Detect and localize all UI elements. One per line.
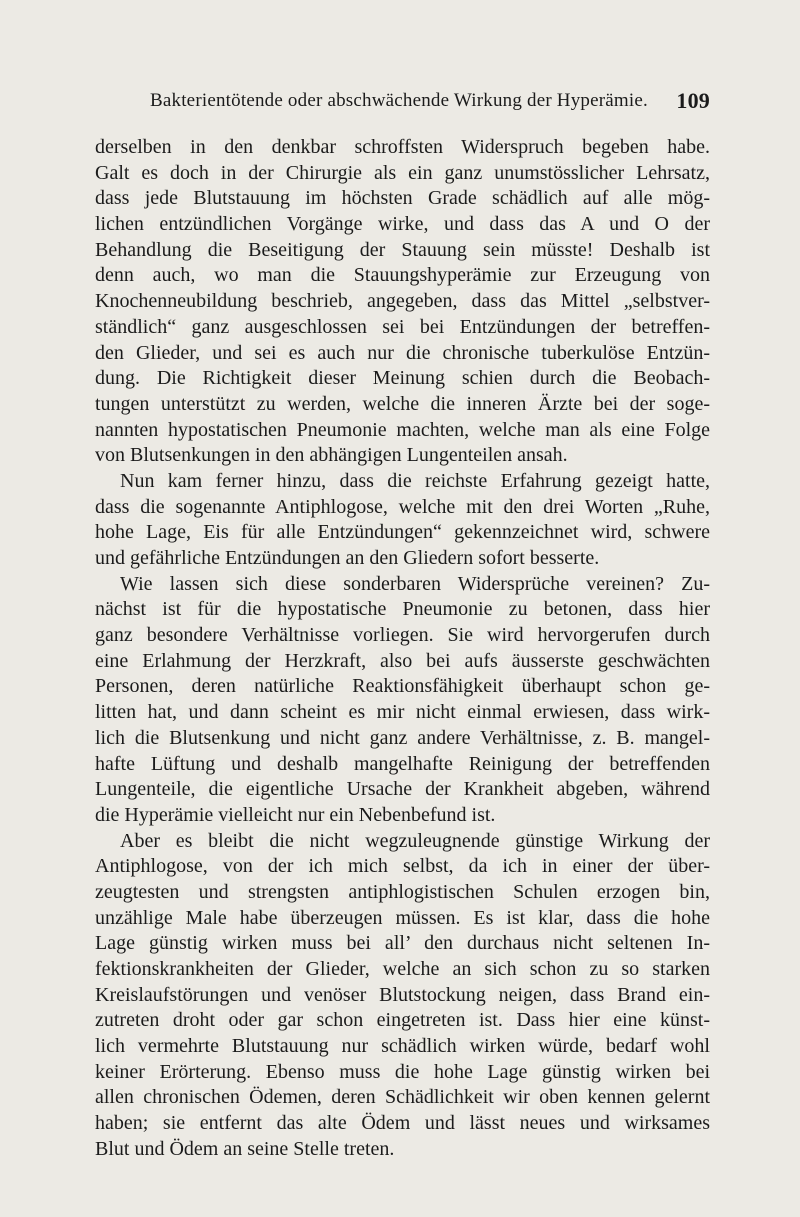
text-line: keiner Erörterung. Ebenso muss die hohe Lage günstig wirken bei [95, 1060, 710, 1083]
text-line: von Blutsenkungen in den abhängigen Lungenteilen ansah. [95, 444, 568, 467]
text-line: nächst ist für die hypostatische Pneumonie zu betonen, dass hier [95, 598, 710, 621]
text-line: ganz besondere Verhältnisse vorliegen. Sie wird hervorgerufen durch [95, 624, 710, 647]
text-line: Kreislaufstörungen und venöser Blutstockung neigen, dass Brand ein- [95, 983, 710, 1006]
text-line: lich vermehrte Blutstauung nur schädlich wirken würde, bedarf wohl [95, 1035, 710, 1058]
text-line: zeugtesten und strengsten antiphlogistischen Schulen erzogen bin, [95, 880, 710, 903]
text-line: Knochenneubildung beschrieb, angegeben, dass das Mittel „selbstver- [95, 290, 710, 313]
page-number: 109 [676, 88, 710, 113]
text-line: zutreten droht oder gar schon eingetreten ist. Dass hier eine künst- [95, 1009, 710, 1032]
text-line: fektionskrankheiten der Glieder, welche an sich schon zu so starken [95, 958, 710, 980]
text-line: tungen unterstützt zu werden, welche die inneren Ärzte bei der soge- [95, 392, 710, 415]
text-line: nannten hypostatischen Pneumonie machten, welche man als eine Folge [95, 418, 710, 441]
text-line: Aber es bleibt die nicht wegzuleugnende günstige Wirkung der [120, 829, 710, 852]
text-line: und gefährliche Entzündungen an den Gliedern sofort besserte. [95, 547, 600, 569]
text-line: litten hat, und dann scheint es mir nicht einmal erwiesen, dass wirk- [95, 701, 710, 724]
text-line: unzählige Male habe überzeugen müssen. Es ist klar, dass die hohe [95, 906, 710, 929]
text-line: lichen entzündlichen Vorgänge wirke, und dass das A und O der [95, 213, 710, 236]
text-line: derselben in den denkbar schroffsten Widerspruch begeben habe. [95, 136, 710, 158]
text-line: hohe Lage, Eis für alle Entzündungen“ gekennzeichnet wird, schwere [95, 521, 710, 544]
text-line: Personen, deren natürliche Reaktionsfähigkeit überhaupt schon ge- [95, 675, 710, 698]
text-line: eine Erlahmung der Herzkraft, also bei aufs äusserste geschwächten [95, 649, 710, 672]
text-line: Antiphlogose, von der ich mich selbst, da ich in einer der über- [95, 855, 710, 878]
running-head [150, 90, 710, 120]
text-line: allen chronischen Ödemen, deren Schädlichkeit wir oben kennen gelernt [95, 1086, 710, 1109]
text-line: Lage günstig wirken muss bei all’ den durchaus nicht seltenen In- [95, 932, 710, 955]
text-line: hafte Lüftung und deshalb mangelhafte Reinigung der betreffenden [95, 752, 710, 775]
text-line: Blut und Ödem an seine Stelle treten. [95, 1137, 395, 1160]
text-line: haben; sie entfernt das alte Ödem und lässt neues und wirksames [95, 1112, 710, 1135]
body-text [95, 135, 710, 1163]
text-line: dass die sogenannte Antiphlogose, welche mit den drei Worten „Ruhe, [95, 495, 710, 518]
text-line: lich die Blutsenkung und nicht ganz andere Verhältnisse, z. B. mangel- [95, 726, 710, 749]
text-line: Nun kam ferner hinzu, dass die reichste Erfahrung gezeigt hatte, [120, 469, 710, 492]
text-line: Galt es doch in der Chirurgie als ein ganz unumstösslicher Lehrsatz, [95, 161, 710, 184]
text-line: die Hyperämie vielleicht nur ein Nebenbefund ist. [95, 803, 496, 826]
text-line: Wie lassen sich diese sonderbaren Widersprüche vereinen? Zu- [120, 572, 710, 595]
text-line: dass jede Blutstauung im höchsten Grade schädlich auf alle mög- [95, 187, 710, 210]
text-line: denn auch, wo man die Stauungshyperämie zur Erzeugung von [95, 264, 710, 287]
text-line: Behandlung die Beseitigung der Stauung sein müsste! Deshalb ist [95, 238, 710, 261]
text-line: dung. Die Richtigkeit dieser Meinung schien durch die Beobach- [95, 367, 710, 390]
text-line: den Glieder, und sei es auch nur die chronische tuberkulöse Entzün- [95, 341, 710, 364]
running-title: Bakterientötende oder abschwächende Wirkung der Hyperämie. [150, 90, 648, 111]
text-line: ständlich“ ganz ausgeschlossen sei bei Entzündungen der betreffen- [95, 315, 710, 338]
text-line: Lungenteile, die eigentliche Ursache der Krankheit abgeben, während [95, 778, 710, 801]
